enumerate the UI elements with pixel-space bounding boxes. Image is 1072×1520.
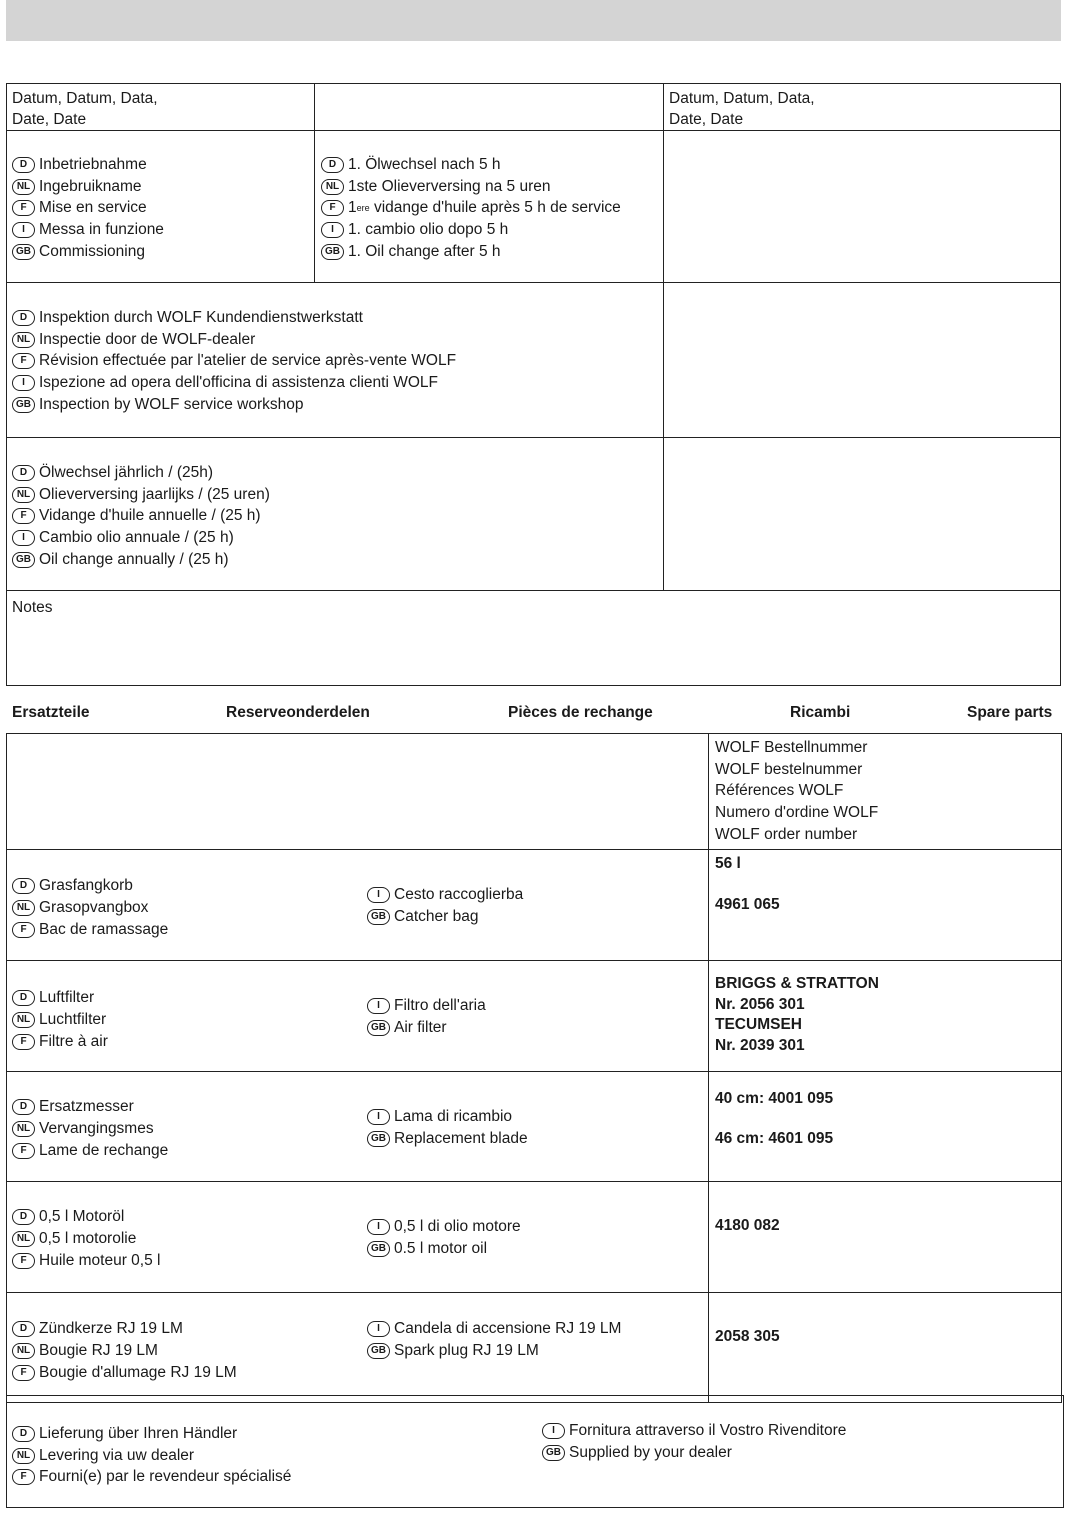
language-badge-i-icon: I (367, 1109, 390, 1125)
part-number: Nr. 2039 301 (715, 1036, 805, 1054)
line-text: 0,5 l motorolie (39, 1230, 137, 1248)
language-badge-gb-icon: GB (367, 1343, 390, 1359)
part-number (715, 874, 1055, 895)
language-line (321, 154, 663, 176)
language-badge-f-icon: F (12, 508, 35, 524)
language-badge-gb-icon: GB (367, 1241, 390, 1257)
order-number-label: WOLF Bestellnummer (715, 739, 868, 756)
line-text: Révision effectuée par l'atelier de service après-vente WOLF (39, 352, 457, 370)
part-row (7, 961, 1062, 1072)
line-text: Oil change annually / (25 h) (39, 550, 229, 568)
order-number-label: WOLF order number (715, 825, 858, 843)
empty-header-cell (315, 84, 664, 131)
line-text: Vervangingsmes (39, 1120, 154, 1138)
language-badge-nl-icon: NL (12, 1343, 35, 1359)
date-entry-cell (664, 438, 1061, 591)
line-text: 1ste Olieverversing na 5 uren (348, 177, 551, 195)
line-text: Messa in funzione (39, 221, 164, 239)
supply-cell (7, 1396, 1064, 1508)
language-line (12, 1423, 291, 1445)
language-line (12, 462, 663, 484)
language-line (321, 241, 663, 263)
language-line (12, 897, 168, 919)
line-text: Ispezione ad opera dell'officina di assistenza clienti WOLF (39, 374, 438, 392)
language-badge-i-icon: I (367, 887, 390, 903)
line-text: Ölwechsel jährlich / (25h) (39, 464, 214, 481)
line-text: Levering via uw dealer (39, 1446, 195, 1464)
language-line (12, 1445, 291, 1467)
heading-de: Ersatzteile (12, 704, 90, 721)
language-line (367, 1340, 621, 1362)
language-badge-nl-icon: NL (12, 1012, 35, 1028)
language-badge-gb-icon: GB (542, 1445, 565, 1461)
language-line (367, 1238, 521, 1260)
line-text: Mise en service (39, 199, 147, 217)
part-description-cell (7, 1293, 709, 1403)
language-badge-nl-icon: NL (12, 1231, 35, 1247)
spare-parts-table (6, 733, 1062, 1403)
language-badge-i-icon: I (542, 1423, 565, 1439)
spare-parts-heading (6, 704, 1064, 726)
language-badge-i-icon: I (321, 222, 344, 238)
language-badge-i-icon: I (12, 222, 35, 238)
part-number-cell (709, 961, 1062, 1072)
line-text: 0,5 l Motoröl (39, 1208, 125, 1226)
line-text: Luftfilter (39, 989, 95, 1007)
part-number: TECUMSEH (715, 1016, 802, 1034)
language-line (12, 1340, 237, 1362)
language-line (12, 197, 314, 219)
date-label: Datum, Datum, Data, (12, 90, 158, 107)
language-badge-nl-icon: NL (12, 179, 35, 195)
language-line (367, 1216, 521, 1238)
line-text: Lieferung über Ihren Händler (39, 1425, 238, 1442)
line-text: Ersatzmesser (39, 1098, 134, 1116)
language-line (321, 176, 663, 198)
language-badge-nl-icon: NL (321, 179, 344, 195)
language-line (12, 1206, 160, 1228)
header-bar (6, 0, 1061, 41)
line-text: Luchtfilter (39, 1011, 107, 1029)
language-line (12, 1140, 168, 1162)
part-number: 4180 082 (715, 1217, 780, 1235)
line-text: Filtro dell'aria (394, 997, 486, 1015)
line-text: 0,5 l di olio motore (394, 1218, 521, 1236)
language-line (12, 875, 168, 897)
language-line (542, 1442, 846, 1464)
language-line (12, 1096, 168, 1118)
language-badge-d-icon: D (12, 157, 35, 173)
part-number-cell (709, 850, 1062, 961)
part-number: 46 cm: 4601 095 (715, 1130, 834, 1148)
language-line (367, 995, 486, 1017)
line-text: 1. Ölwechsel nach 5 h (348, 156, 501, 173)
language-line (12, 307, 663, 329)
line-text: Inbetriebnahme (39, 156, 147, 173)
language-badge-i-icon: I (367, 1321, 390, 1337)
language-line (12, 1031, 108, 1053)
language-line (12, 394, 663, 416)
line-text: Inspektion durch WOLF Kundendienstwerkstatt (39, 309, 363, 326)
line-text: Huile moteur 0,5 l (39, 1251, 161, 1269)
language-badge-d-icon: D (12, 990, 35, 1006)
language-badge-nl-icon: NL (12, 487, 35, 503)
language-line (367, 1017, 486, 1039)
line-text: Inspectie door de WOLF-dealer (39, 330, 256, 348)
language-badge-d-icon: D (12, 1099, 35, 1115)
language-line (12, 484, 663, 506)
language-badge-f-icon: F (321, 200, 344, 216)
part-description-cell (7, 1182, 709, 1293)
language-badge-i-icon: I (367, 998, 390, 1014)
part-number-cell (709, 1072, 1062, 1182)
language-badge-f-icon: F (12, 1034, 35, 1050)
date-label: Datum, Datum, Data, (669, 90, 815, 107)
language-line (12, 505, 663, 527)
description-header-cell (7, 734, 709, 850)
order-number-label: Références WOLF (715, 782, 844, 800)
line-text: 0.5 l motor oil (394, 1240, 488, 1258)
line-text: Spark plug RJ 19 LM (394, 1342, 539, 1360)
language-badge-i-icon: I (12, 530, 35, 546)
line-text: 1. cambio olio dopo 5 h (348, 221, 509, 239)
first-oil-change-cell (315, 131, 664, 283)
date-label: Date, Date (669, 111, 744, 128)
language-line (12, 176, 314, 198)
part-number: 40 cm: 4001 095 (715, 1090, 834, 1108)
language-line (367, 1318, 621, 1340)
language-badge-nl-icon: NL (12, 332, 35, 348)
language-badge-nl-icon: NL (12, 900, 35, 916)
line-text: Inspection by WOLF service workshop (39, 395, 304, 413)
language-badge-d-icon: D (12, 465, 35, 481)
part-number-cell (709, 1293, 1062, 1403)
language-line (12, 372, 663, 394)
line-text: Commissioning (39, 242, 145, 260)
language-badge-f-icon: F (12, 353, 35, 369)
part-row (7, 1293, 1062, 1403)
heading-nl: Reserveonderdelen (226, 704, 370, 721)
language-line (367, 884, 523, 906)
part-row (7, 1182, 1062, 1293)
line-text: Catcher bag (394, 908, 479, 926)
language-badge-gb-icon: GB (12, 244, 35, 260)
date-entry-cell (664, 131, 1061, 283)
language-badge-d-icon: D (12, 1426, 35, 1442)
heading-fr: Pièces de rechange (508, 704, 653, 721)
language-line (12, 350, 663, 372)
line-text: Vidange d'huile annuelle / (25 h) (39, 507, 261, 525)
language-line (12, 1009, 108, 1031)
language-line (12, 1118, 168, 1140)
line-text: Grasfangkorb (39, 877, 133, 895)
line-text: Supplied by your dealer (569, 1443, 732, 1461)
language-badge-f-icon: F (12, 1365, 35, 1381)
part-description-cell (7, 1072, 709, 1182)
heading-it: Ricambi (790, 704, 851, 721)
line-text: Bougie RJ 19 LM (39, 1342, 158, 1360)
notes-cell (7, 591, 1061, 686)
language-line (12, 1228, 160, 1250)
line-text: Air filter (394, 1019, 447, 1037)
language-line (12, 527, 663, 549)
line-text: Fornitura attraverso il Vostro Rivenditore (569, 1422, 847, 1439)
language-badge-f-icon: F (12, 922, 35, 938)
language-badge-d-icon: D (12, 1321, 35, 1337)
heading-en: Spare parts (967, 704, 1053, 721)
part-description-cell (7, 961, 709, 1072)
date-entry-cell (664, 283, 1061, 438)
order-number-header-cell (709, 734, 1062, 850)
part-number: 2058 305 (715, 1328, 780, 1346)
language-line (12, 919, 168, 941)
inspection-cell (7, 283, 664, 438)
notes-label: Notes (12, 599, 53, 616)
line-text: Olieverversing jaarlijks / (25 uren) (39, 485, 270, 503)
supply-box (6, 1395, 1064, 1508)
part-number-cell (709, 1182, 1062, 1293)
line-text: Lama di ricambio (394, 1108, 513, 1126)
line-text: Bougie d'allumage RJ 19 LM (39, 1363, 237, 1381)
language-line (367, 1106, 528, 1128)
language-line (367, 1128, 528, 1150)
date-label: Date, Date (12, 111, 87, 128)
language-line (12, 219, 314, 241)
language-badge-f-icon: F (12, 200, 35, 216)
language-badge-gb-icon: GB (367, 1131, 390, 1147)
language-badge-i-icon: I (12, 375, 35, 391)
part-number: 56 l (715, 855, 741, 873)
language-line (542, 1420, 846, 1442)
language-badge-f-icon: F (12, 1469, 35, 1485)
language-line (367, 906, 523, 928)
line-text: Lame de rechange (39, 1141, 169, 1159)
line-text: Grasopvangbox (39, 899, 149, 917)
line-text: Replacement blade (394, 1130, 528, 1148)
part-number (715, 1108, 1055, 1128)
language-line (12, 154, 314, 176)
annual-oil-cell (7, 438, 664, 591)
part-number: BRIGGS & STRATTON (715, 975, 879, 993)
language-line (12, 987, 108, 1009)
part-number: Nr. 2056 301 (715, 995, 805, 1013)
line-text: Bac de ramassage (39, 920, 169, 938)
language-badge-d-icon: D (321, 157, 344, 173)
language-line (12, 1250, 160, 1272)
language-line (12, 1466, 291, 1488)
part-number: 4961 065 (715, 896, 780, 914)
line-text: Cambio olio annuale / (25 h) (39, 529, 234, 547)
language-line (12, 549, 663, 571)
part-row (7, 1072, 1062, 1182)
order-number-label: WOLF bestelnummer (715, 760, 863, 778)
language-line (12, 241, 314, 263)
line-text: Zündkerze RJ 19 LM (39, 1320, 183, 1338)
line-text-prefix: 1 (348, 199, 357, 217)
language-badge-gb-icon: GB (367, 1020, 390, 1036)
language-badge-i-icon: I (367, 1219, 390, 1235)
language-line (12, 329, 663, 351)
language-badge-f-icon: F (12, 1253, 35, 1269)
part-description-cell (7, 850, 709, 961)
line-text: vidange d'huile après 5 h de service (369, 199, 621, 217)
language-badge-gb-icon: GB (12, 552, 35, 568)
language-line (321, 219, 663, 241)
part-row (7, 850, 1062, 961)
date-header-cell (664, 84, 1061, 131)
language-badge-d-icon: D (12, 878, 35, 894)
language-badge-d-icon: D (12, 310, 35, 326)
language-line: F 1 ere vidange d'huile après 5 h de service (321, 197, 663, 219)
line-text: Filtre à air (39, 1032, 108, 1050)
date-header-cell (7, 84, 315, 131)
line-text: Candela di accensione RJ 19 LM (394, 1320, 622, 1338)
line-text: Cesto raccoglierba (394, 886, 524, 904)
language-badge-d-icon: D (12, 1209, 35, 1225)
language-badge-nl-icon: NL (12, 1121, 35, 1137)
order-number-label: Numero d'ordine WOLF (715, 804, 879, 822)
commissioning-cell (7, 131, 315, 283)
language-badge-gb-icon: GB (367, 909, 390, 925)
service-log-table (6, 83, 1061, 686)
line-text: 1. Oil change after 5 h (348, 242, 501, 260)
line-text: Fourni(e) par le revendeur spécialisé (39, 1468, 292, 1486)
language-badge-nl-icon: NL (12, 1448, 35, 1464)
line-text: Ingebruikname (39, 177, 142, 195)
language-line (12, 1362, 237, 1384)
language-badge-gb-icon: GB (12, 397, 35, 413)
language-badge-f-icon: F (12, 1143, 35, 1159)
language-line (12, 1318, 237, 1340)
language-badge-gb-icon: GB (321, 244, 344, 260)
